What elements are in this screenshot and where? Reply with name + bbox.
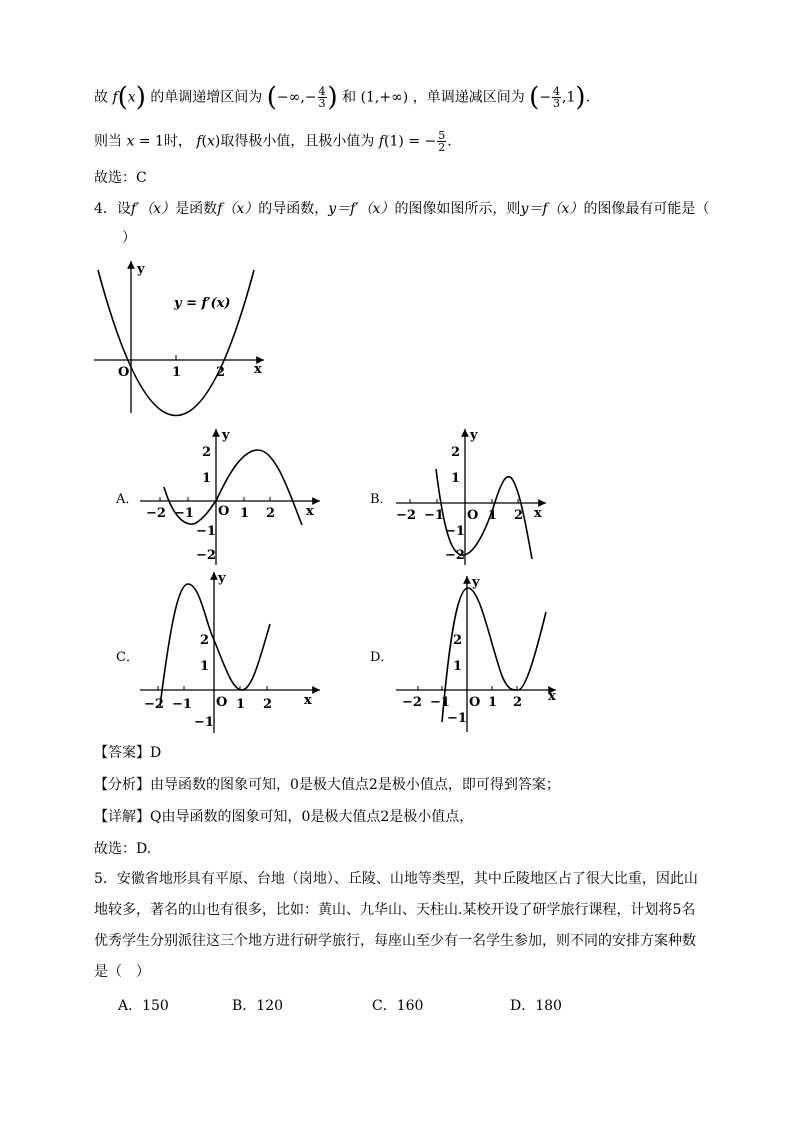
axis-label-x: x	[254, 362, 262, 377]
tick-x: −1	[424, 508, 444, 523]
tick-x: 2	[513, 695, 523, 710]
q5-choice-b: B．120	[232, 998, 284, 1014]
tick-1: 1	[172, 365, 182, 380]
q5-line-2: 地较多，著名的山也有很多，比如：黄山、九华山、天柱山.某校开设了研学旅行课程，计划将5名	[94, 902, 696, 918]
option-c-graph	[136, 568, 326, 738]
fraction: $\frac{4}{3}$	[553, 85, 561, 110]
tick-y: 1	[453, 659, 463, 674]
tick-x: −1	[430, 695, 450, 710]
option-b-letter: B．	[370, 492, 393, 507]
axis-label-x: x	[306, 504, 314, 519]
tick-y: 1	[200, 659, 210, 674]
tick-y: 1	[451, 471, 461, 486]
parabola-curve	[98, 270, 254, 416]
prev-line-2: 则当 x = 1时， f(x)取得极小值，且极小值为 f(1) = − $\frac{5}{2}$ .	[94, 129, 452, 154]
origin-label: O	[469, 695, 481, 710]
q5-line-1: 5．安徽省地形具有平原、台地（岗地）、丘陵、山地等类型，其中丘陵地区占了很大比重，因此山	[94, 871, 698, 887]
tick-y: 2	[200, 633, 210, 648]
curve-label: y = f′(x)	[174, 296, 231, 311]
math-interval: −	[539, 89, 552, 106]
tick-y: −1	[196, 524, 216, 539]
q5-choice-c: C．160	[372, 998, 424, 1014]
tick-y: −1	[447, 711, 467, 726]
detail-text: Q由导函数的图象可知，0是极大值点2是极小值点，	[150, 809, 474, 825]
math-f: f	[112, 89, 118, 106]
text: 则当	[94, 133, 122, 150]
axis-label-x: x	[548, 689, 556, 704]
derivative-graph	[88, 255, 278, 420]
q4-stem: 4．设f′（x）是函数f（x）的导函数，y＝f′（x）的图像如图所示，则y＝f（x）的图像最有可能是（	[94, 201, 710, 217]
tick-x: 1	[240, 506, 250, 521]
option-c-letter: C．	[116, 650, 139, 665]
tick-x: −1	[172, 697, 192, 712]
axis-label-x: x	[304, 693, 312, 708]
text: ，单调递减区间为	[412, 89, 525, 106]
choose-line: 故选：D.	[94, 841, 152, 857]
prev-line-1: 故 f(x) 的单调递增区间为 (−∞,− $\frac{4}{3}$ ) 和 (1,+∞) ，单调递减区间为 (− $\frac{4}{3}$ ,1).	[94, 82, 591, 113]
analysis-tag: 【分析】	[94, 777, 150, 793]
text: 的单调递增区间为	[150, 89, 263, 106]
tick-x: 1	[488, 508, 498, 523]
tick-x: −2	[146, 506, 166, 521]
tick-y: −2	[196, 548, 216, 563]
tick-y: 2	[453, 633, 463, 648]
axis-label-y: y	[472, 575, 480, 590]
math-x: x	[126, 133, 135, 150]
origin-label: O	[467, 508, 479, 523]
tick-x: 2	[514, 508, 524, 523]
axis-label-y: y	[470, 428, 478, 443]
tick-y: 2	[451, 445, 461, 460]
answer-line	[94, 743, 161, 763]
origin-label: O	[118, 365, 130, 380]
tick-x: 1	[236, 697, 246, 712]
tick-y: 2	[202, 445, 212, 460]
math-interval: −∞,−	[276, 89, 317, 106]
tick-x: 2	[266, 506, 276, 521]
fraction: $\frac{4}{3}$	[318, 85, 326, 110]
axis-label-x: x	[534, 506, 542, 521]
option-a-graph	[136, 425, 326, 570]
option-b-graph	[392, 425, 552, 570]
tick-2: 2	[216, 365, 226, 380]
q5-choice-a: A．150	[118, 998, 169, 1014]
tick-x: 1	[488, 695, 498, 710]
tick-x: −2	[402, 695, 422, 710]
q5-choice-d: D．180	[510, 998, 562, 1014]
fraction: $\frac{5}{2}$	[438, 129, 446, 154]
analysis-line	[94, 775, 560, 795]
analysis-text: 由导函数的图象可知，0是极大值点2是极小值点，即可得到答案；	[150, 777, 560, 793]
tick-x: 2	[263, 697, 273, 712]
q5-line-3: 优秀学生分别派往这三个地方进行研学旅行，每座山至少有一名学生参加，则不同的安排方案种数	[94, 933, 696, 949]
detail-line	[94, 807, 473, 827]
tick-y: 1	[202, 471, 212, 486]
axis-label-y: y	[218, 571, 226, 586]
tick-x: −2	[144, 697, 164, 712]
text: 和	[342, 89, 357, 106]
option-d-letter: D．	[370, 650, 394, 665]
tick-x: −2	[396, 508, 416, 523]
text: 取得极小值，且极小值为	[220, 133, 375, 150]
text: = −	[403, 133, 437, 150]
text: 故	[94, 89, 108, 106]
detail-tag: 【详解】	[94, 809, 150, 825]
option-d-graph	[392, 572, 562, 737]
tick-y: −1	[194, 715, 214, 730]
option-a-letter: A．	[116, 492, 139, 507]
axis-label-y: y	[137, 262, 145, 277]
answer-value: D	[150, 745, 162, 761]
curve-c	[160, 584, 270, 706]
prev-line-3: 故选：C	[94, 170, 147, 186]
math-interval: (1,+∞)	[360, 89, 409, 106]
tick-y: −1	[445, 524, 465, 539]
q5-line-4: 是（ ）	[94, 964, 150, 980]
origin-label: O	[218, 504, 230, 519]
tick-y: −2	[445, 548, 465, 563]
answer-tag: 【答案】	[94, 745, 150, 761]
origin-label: O	[216, 695, 228, 710]
tick-x: −1	[174, 506, 194, 521]
text: = 1时，	[134, 133, 192, 150]
axis-label-y: y	[222, 428, 230, 443]
q4-stem-cont: ）	[108, 230, 136, 246]
